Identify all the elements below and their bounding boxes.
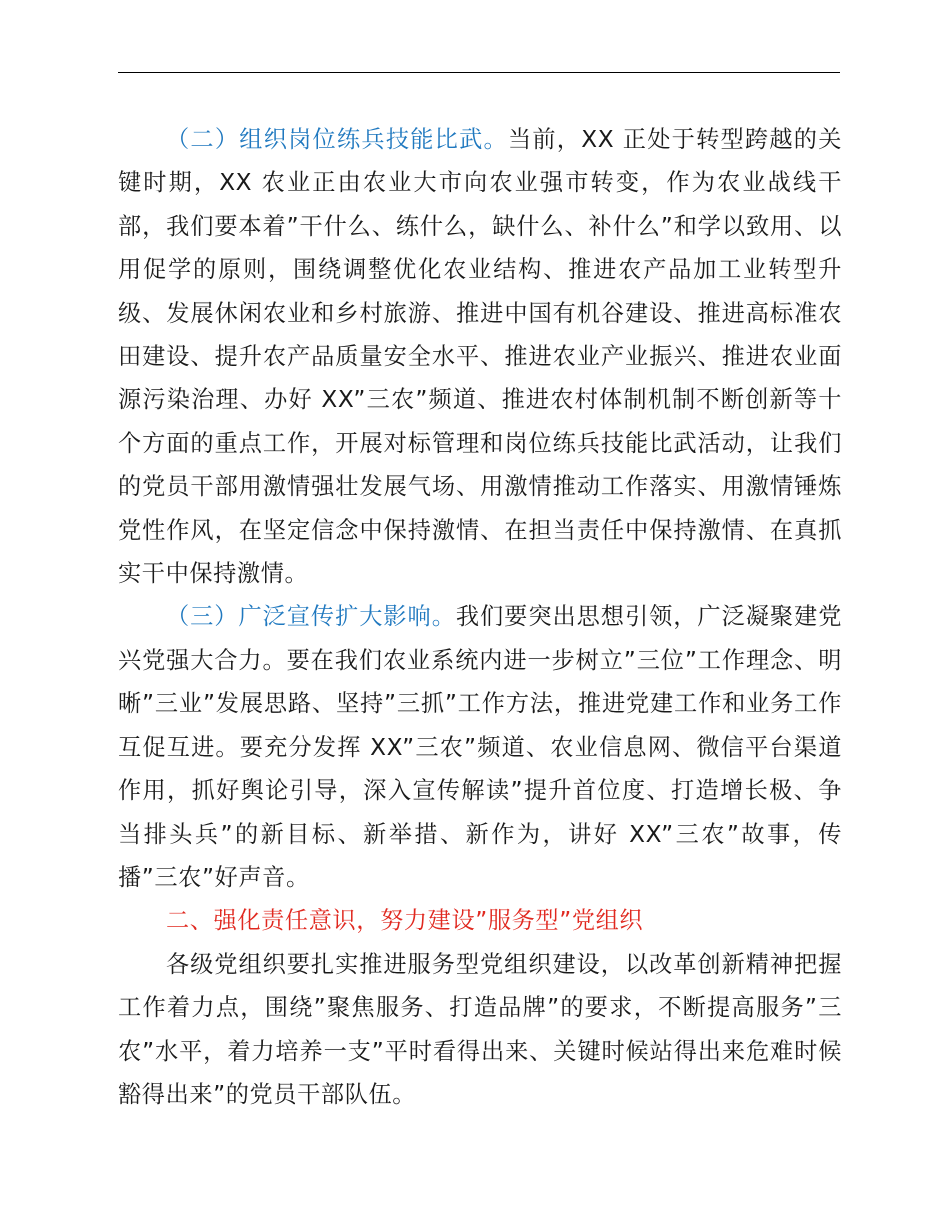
paragraph-text: 当前，XX 正处于转型跨越的关键时期，XX 农业正由农业大市向农业强市转变，作为农业战线干部，我们要本着”干什么、练什么，缺什么、补什么”和学以致用、以用促学的原则，围绕调整优化农业结构、推进农产品加工业转型升级、发展休闲农业和乡村旅游、推进中国有机谷建设、推进高标准农田建设、提升农产品质量安全水平、推进农业产业振兴、推进农业面源污染治理、办好 XX”三农”频道、推进农村体制机制不断创新等十个方面的重点工作，开展对标管理和岗位练兵技能比武活动，让我们的党员干部用激情强壮发展气场、用激情推动工作落实、用激情锤炼党性作风，在坚定信念中保持激情、在担当责任中保持激情、在真抓实干中保持激情。 [118,126,842,588]
paragraph-text: 各级党组织要扎实推进服务型党组织建设，以改革创新精神把握工作着力点，围绕”聚焦服务、打造品牌”的要求，不断提高服务”三农”水平，着力培养一支”平时看得出来、关键时候站得出来危难时候豁得出来”的党员干部队伍。 [118,950,842,1108]
document-body [118,118,842,1116]
paragraph-service-party [118,943,842,1117]
section-heading-service-party: 二、强化责任意识，努力建设”服务型”党组织 [166,907,644,935]
subheading-publicity: （三）广泛宣传扩大影响。 [166,603,456,631]
paragraph-publicity [118,595,842,899]
header-rule [118,72,840,73]
paragraph-training-competition [118,118,842,595]
paragraph-text: 我们要突出思想引领，广泛凝聚建党兴党强大合力。要在我们农业系统内进一步树立”三位”工作理念、明晰”三业”发展思路、坚持”三抓”工作方法，推进党建工作和业务工作互促互进。要充分发挥 XX”三农”频道、农业信息网、微信平台渠道作用，抓好舆论引导，深入宣传解读”提升首位度、打造增长极、争当排头兵”的新目标、新举措、新作为，讲好 XX”三农”故事，传播”三农”好声音。 [118,603,842,891]
subheading-training-competition: （二）组织岗位练兵技能比武。 [166,126,508,153]
